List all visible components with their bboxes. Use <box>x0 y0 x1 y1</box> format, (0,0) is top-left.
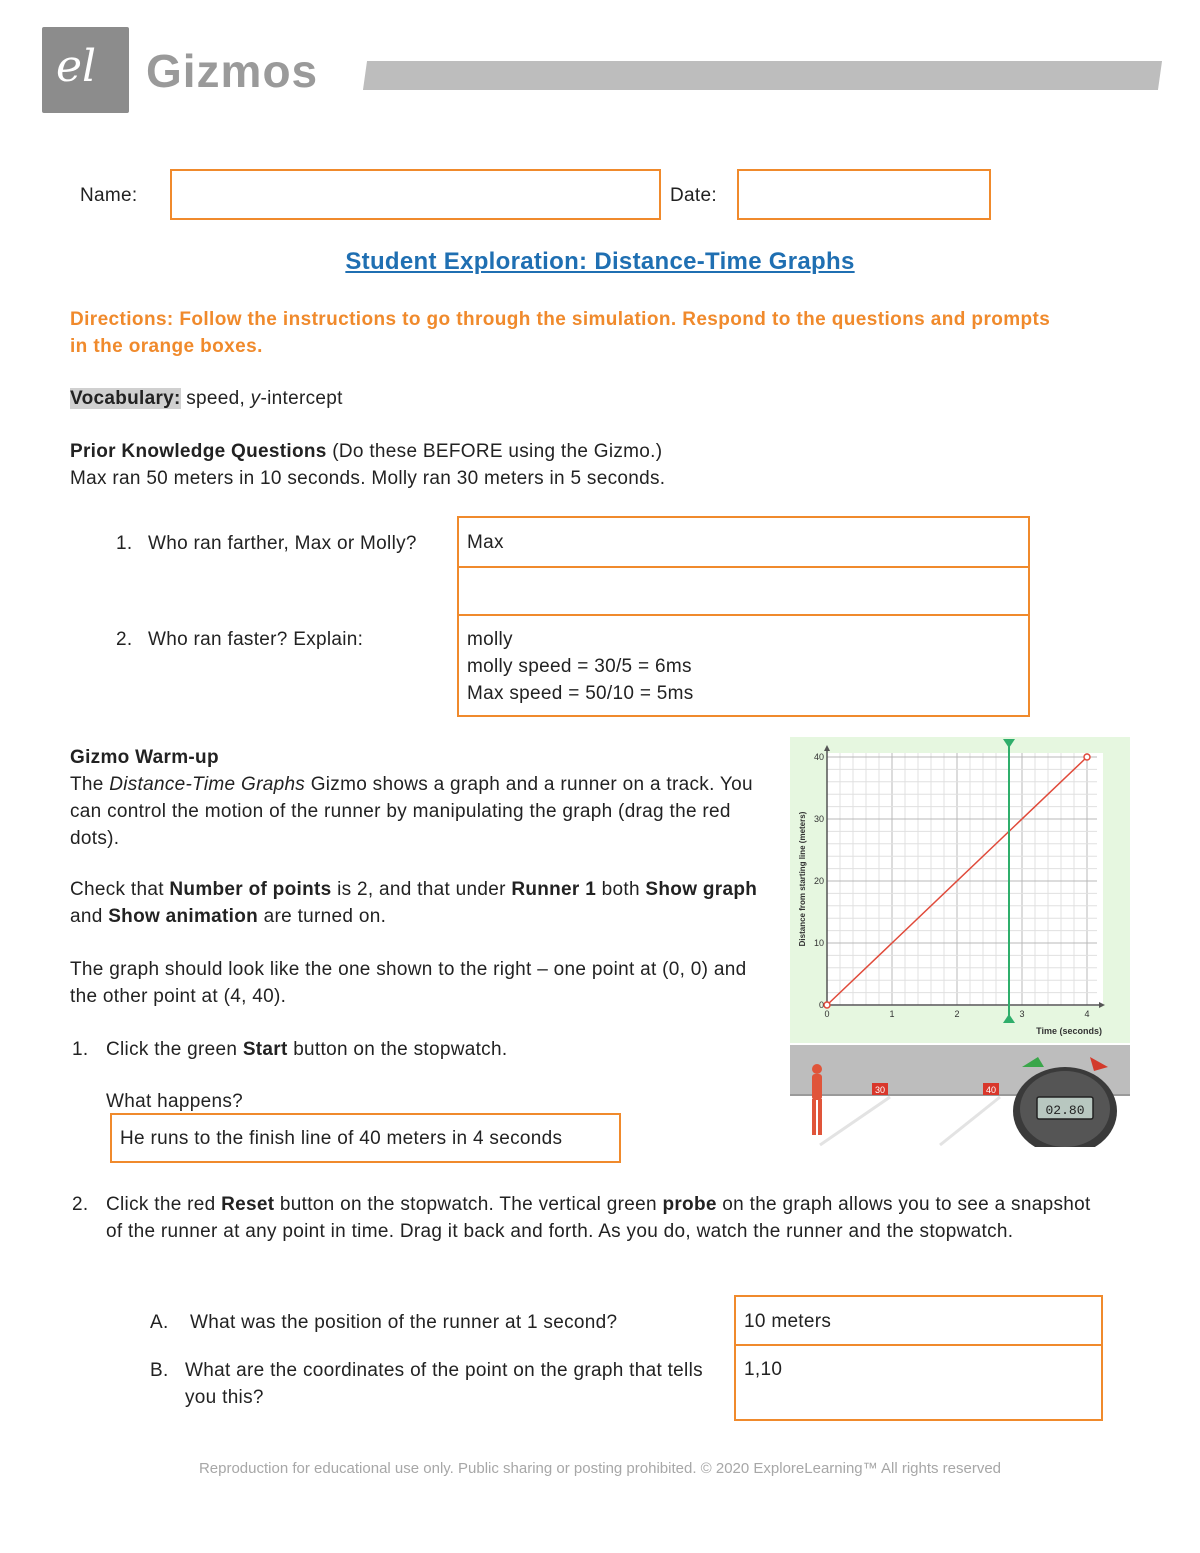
q2-number: 2. <box>116 629 133 650</box>
x-axis-label: Time (seconds) <box>1036 1026 1102 1036</box>
y-axis-label: Distance from starting line (meters) <box>798 811 807 947</box>
warmup-heading: Gizmo Warm-up <box>70 747 219 768</box>
y-tick-label: 30 <box>813 814 824 824</box>
page-title: Student Exploration: Distance-Time Graphs <box>345 248 855 275</box>
distance-time-graph[interactable] <box>790 737 1130 1043</box>
qb-letter: B. <box>150 1360 169 1381</box>
step1-text: Click the green Start button on the stopwatch. <box>106 1039 508 1060</box>
y-tick-label: 10 <box>813 938 824 948</box>
data-point[interactable] <box>824 1002 830 1008</box>
y-tick-label: 40 <box>813 752 824 762</box>
prior-heading: Prior Knowledge Questions <box>70 441 327 462</box>
answer-box-blank[interactable] <box>457 566 1030 616</box>
step2-text: Click the red Reset button on the stopwatch. The vertical green probe on the graph allows you to see a snapshot of the runner at any point in time. Drag it back and forth. As you do, watch the runner and the stopwatch. <box>106 1194 1091 1242</box>
explorelearning-logo <box>42 27 129 113</box>
warmup-section <box>70 744 770 852</box>
vocabulary-rest: -intercept <box>260 388 343 409</box>
answer-box-step1[interactable]: He runs to the finish line of 40 meters in 4 seconds <box>110 1113 621 1163</box>
prior-intro: Max ran 50 meters in 10 seconds. Molly ran 30 meters in 5 seconds. <box>70 468 666 489</box>
vocabulary-italic: y <box>250 388 261 409</box>
header-banner <box>363 61 1162 90</box>
vocabulary-label: Vocabulary: <box>70 388 181 409</box>
warmup-p1b: Gizmo shows a graph and a runner on a track. You can control the motion of the runner by manipulating the graph (drag the red dots). <box>70 774 753 849</box>
date-field[interactable] <box>737 169 991 220</box>
prior-heading-line <box>70 438 662 465</box>
answer-box-b[interactable]: 1,10 <box>734 1344 1103 1421</box>
date-label: Date: <box>670 185 717 206</box>
warmup-p3: The graph should look like the one shown to the right – one point at (0, 0) and the other point at (4, 40). <box>70 959 747 1007</box>
answer-box-q2[interactable]: molly molly speed = 30/5 = 6ms Max speed = 50/10 = 5ms <box>457 614 1030 717</box>
name-field[interactable] <box>170 169 661 220</box>
runner-track-animation <box>790 1045 1130 1147</box>
vocabulary <box>70 385 343 412</box>
x-tick-label: 3 <box>1019 1009 1025 1019</box>
x-tick-label: 4 <box>1084 1009 1090 1019</box>
data-point[interactable] <box>1084 754 1090 760</box>
qa-text: What was the position of the runner at 1 second? <box>190 1312 618 1333</box>
y-tick-label: 20 <box>813 876 824 886</box>
x-tick-label: 2 <box>954 1009 960 1019</box>
qb-text: What are the coordinates of the point on the graph that tells you this? <box>185 1360 703 1408</box>
prior-heading-note: (Do these BEFORE using the Gizmo.) <box>326 441 663 462</box>
x-tick-label: 0 <box>824 1009 830 1019</box>
marker-30-label: 30 <box>874 1085 886 1095</box>
qa-letter: A. <box>150 1312 169 1333</box>
q1-number: 1. <box>116 533 133 554</box>
name-label: Name: <box>80 185 138 206</box>
warmup-p2: Check that Number of points is 2, and that under Runner 1 both Show graph and Show animation are turned on. <box>70 879 758 927</box>
warmup-p1-italic: Distance-Time Graphs <box>109 774 306 795</box>
brand-name: Gizmos <box>146 45 319 97</box>
logo-glyph: el <box>56 41 97 92</box>
step2-number: 2. <box>72 1194 89 1215</box>
stopwatch-display: 02.80 <box>1045 1103 1085 1118</box>
answer-box-q1[interactable]: Max <box>457 516 1030 568</box>
warmup-p1a: The <box>70 774 110 795</box>
q2-text: Who ran faster? Explain: <box>148 629 364 650</box>
y-tick-label: 0 <box>818 1000 824 1010</box>
vocabulary-text: speed, <box>180 388 251 409</box>
step1-number: 1. <box>72 1039 89 1060</box>
marker-40-label: 40 <box>985 1085 997 1095</box>
step1-question: What happens? <box>106 1091 243 1112</box>
x-tick-label: 1 <box>889 1009 895 1019</box>
q1-text: Who ran farther, Max or Molly? <box>148 533 417 554</box>
footer-notice: Reproduction for educational use only. Public sharing or posting prohibited. © 2020 ExploreLearning™ All rights reserved <box>198 1460 1002 1477</box>
directions-text: Directions: Follow the instructions to go through the simulation. Respond to the questions and prompts in the orange boxes. <box>70 309 1051 357</box>
answer-box-a[interactable]: 10 meters <box>734 1295 1103 1346</box>
